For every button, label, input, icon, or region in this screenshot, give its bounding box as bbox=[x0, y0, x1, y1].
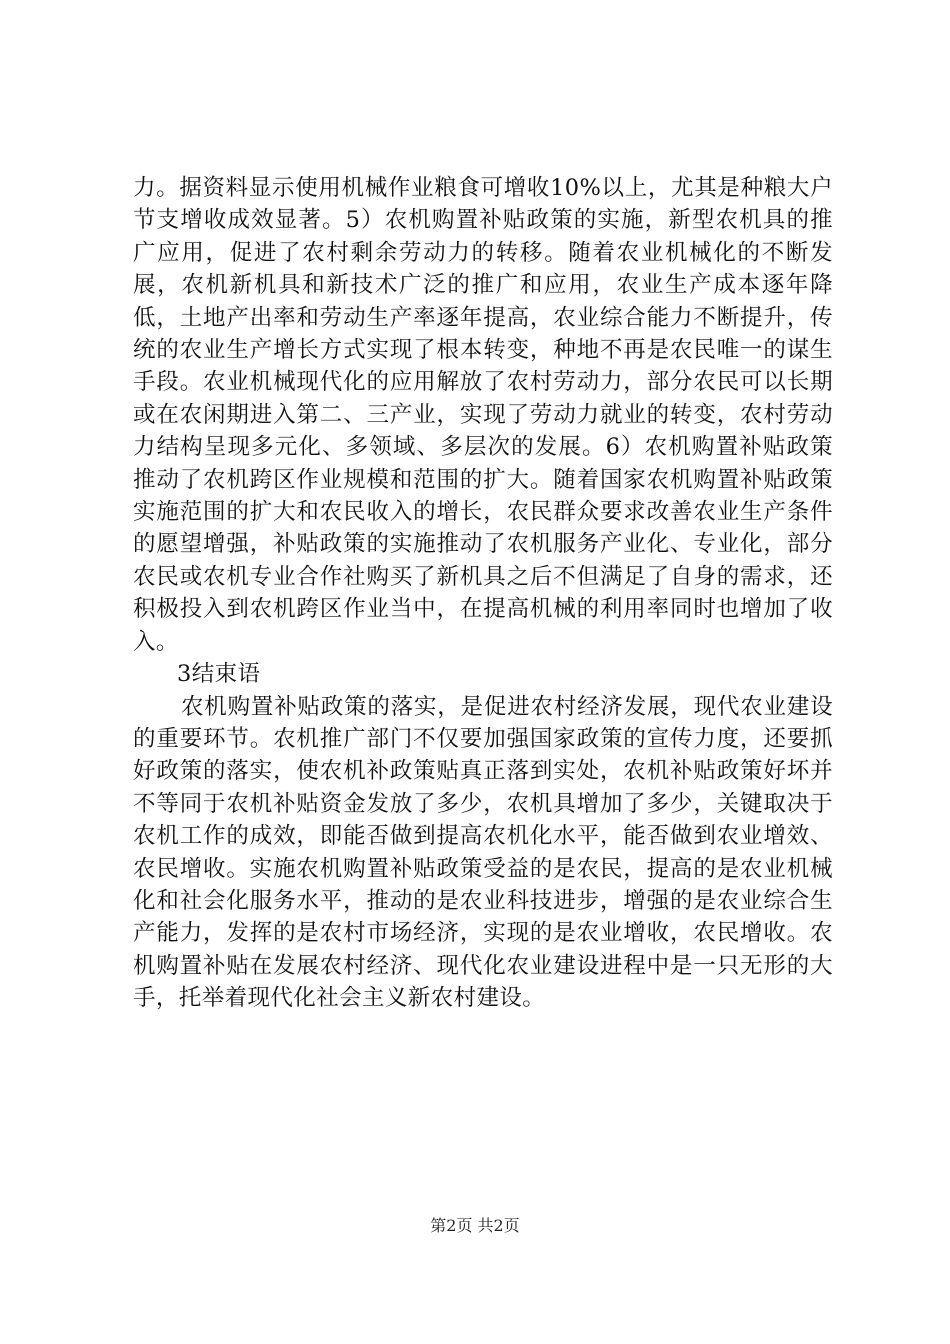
document-body bbox=[133, 172, 833, 1015]
page-number-footer: 第2页 共2页 bbox=[430, 1216, 520, 1235]
conclusion-paragraph: 农机购置补贴政策的落实，是促进农村经济发展，现代农业建设的重要环节。农机推广部门不仅要加强国家政策的宣传力度，还要抓好政策的落实，使农机补政策贴真正落到实处，农机补贴政策好坏并不等同于农机补贴资金发放了多少，农机具增加了多少，关键取决于农机工作的成效，即能否做到提高农机化水平，能否做到农业增效、农民增收。实施农机购置补贴政策受益的是农民，提高的是农业机械化和社会化服务水平，推动的是农业科技进步，增强的是农业综合生产能力，发挥的是农村市场经济，实现的是农业增收，农民增收。农机购置补贴在发展农村经济、现代化农业建设进程中是一只无形的大手，托举着现代化社会主义新农村建设。 bbox=[133, 693, 833, 1012]
section-heading: 3结束语 bbox=[177, 661, 261, 688]
continuation-paragraph: 力。据资料显示使用机械作业粮食可增收10%以上，尤其是种粮大户节支增收成效显著。5）农机购置补贴政策的实施，新型农机具的推广应用，促进了农村剩余劳动力的转移。随着农业机械化的不断发展，农机新机具和新技术广泛的推广和应用，农业生产成本逐年降低，土地产出率和劳动生产率逐年提高，农业综合能力不断提升，传统的农业生产增长方式实现了根本转变，种地不再是农民唯一的谋生手段。农业机械现代化的应用解放了农村劳动力，部分农民可以长期或在农闲期进入第二、三产业，实现了劳动力就业的转变，农村劳动力结构呈现多元化、多领域、多层次的发展。6）农机购置补贴政策推动了农机跨区作业规模和范围的扩大。随着国家农机购置补贴政策实施范围的扩大和农民收入的增长，农民群众要求改善农业生产条件的愿望增强，补贴政策的实施推动了农机服务产业化、专业化，部分农民或农机专业合作社购买了新机具之后不但满足了自身的需求，还积极投入到农机跨区作业当中，在提高机械的利用率同时也增加了收入。 bbox=[133, 175, 833, 655]
